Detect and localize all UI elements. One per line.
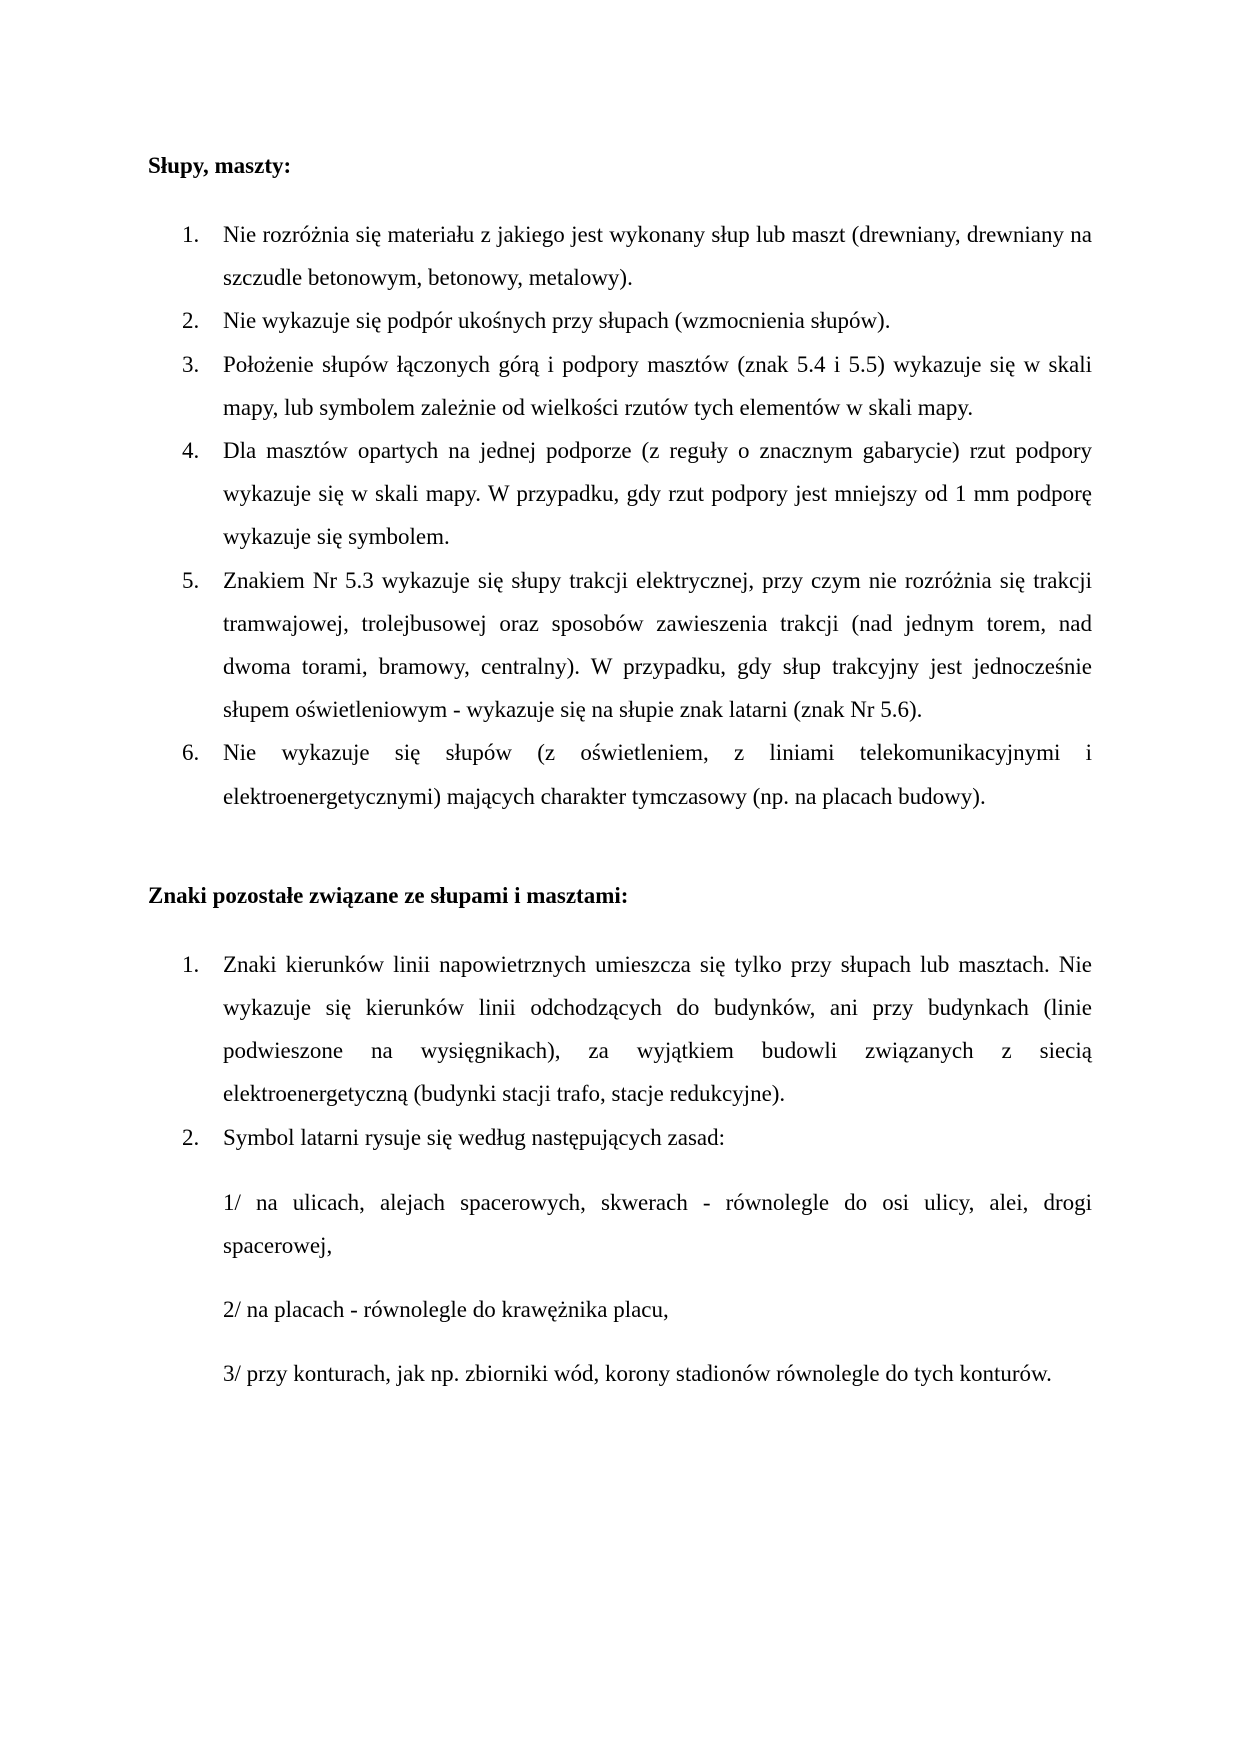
sub-item: 2/ na placach - równolegle do krawężnika placu, — [223, 1297, 669, 1323]
list-item — [148, 731, 1092, 817]
list-item — [148, 559, 1092, 732]
list-item — [148, 943, 1092, 1116]
list-item — [148, 213, 1092, 299]
list-number: 6. — [182, 740, 200, 766]
sub-item: 1/ na ulicach, alejach spacerowych, skwerach - równolegle do osi ulicy, alei, drogi spacerowej, — [223, 1189, 1092, 1259]
list-number: 5. — [182, 567, 200, 593]
list-item-text: Znaki kierunków linii napowietrznych umieszcza się tylko przy słupach lub masztach. Nie wykazuje się kierunków linii odchodzących do budynków, ani przy budynkach (linie podwieszone na wysięgnikach), za wyjątkiem budowli związanych z siecią elektroenergetyczną (budynki stacji trafo, stacje redukcyjne). — [223, 951, 1092, 1107]
list-number: 2. — [182, 308, 200, 334]
list-item — [148, 429, 1092, 559]
document-content — [148, 144, 1092, 1396]
list-number: 3. — [182, 351, 200, 377]
list-item-text: Położenie słupów łączonych górą i podpory masztów (znak 5.4 i 5.5) wykazuje się w skali mapy, lub symbolem zależnie od wielkości rzutów tych elementów w skali mapy. — [223, 351, 1092, 420]
sub-item: 3/ przy konturach, jak np. zbiorniki wód, korony stadionów równolegle do tych konturów. — [223, 1361, 1052, 1387]
list-item — [148, 1116, 1092, 1159]
list-item-text: Znakiem Nr 5.3 wykazuje się słupy trakcji elektrycznej, przy czym nie rozróżnia się trakcji tramwajowej, trolejbusowej oraz sposobów zawieszenia trakcji (nad jednym torem, nad dwoma torami, bramowy, centralny). W przypadku, gdy słup trakcyjny jest jednocześnie słupem oświetleniowym - wykazuje się na słupie znak latarni (znak Nr 5.6). — [223, 567, 1092, 723]
numbered-list — [148, 943, 1092, 1159]
list-number: 4. — [182, 438, 200, 464]
list-number: 1. — [182, 222, 200, 247]
section-heading: Słupy, maszty: — [148, 153, 292, 178]
list-item-text: Nie wykazuje się podpór ukośnych przy słupach (wzmocnienia słupów). — [223, 308, 891, 334]
section-heading: Znaki pozostałe związane ze słupami i masztami: — [148, 882, 629, 908]
list-number: 1. — [182, 951, 200, 977]
list-item-text: Dla masztów opartych na jednej podporze (z reguły o znacznym gabarycie) rzut podpory wykazuje się w skali mapy. W przypadku, gdy rzut podpory jest mniejszy od 1 mm podporę wykazuje się symbolem. — [223, 438, 1092, 550]
list-item-text: Nie rozróżnia się materiału z jakiego jest wykonany słup lub maszt (drewniany, drewniany na szczudle betonowym, betonowy, metalowy). — [223, 222, 1092, 291]
list-item-text: Symbol latarni rysuje się według następujących zasad: — [223, 1124, 726, 1150]
list-number: 2. — [182, 1124, 200, 1150]
list-item — [148, 299, 1092, 342]
list-item-text: Nie wykazuje się słupów (z oświetleniem, z liniami telekomunikacyjnymi i elektroenergetycznymi) mających charakter tymczasowy (np. na placach budowy). — [223, 740, 1092, 809]
list-item — [148, 343, 1092, 429]
numbered-list — [148, 213, 1092, 818]
